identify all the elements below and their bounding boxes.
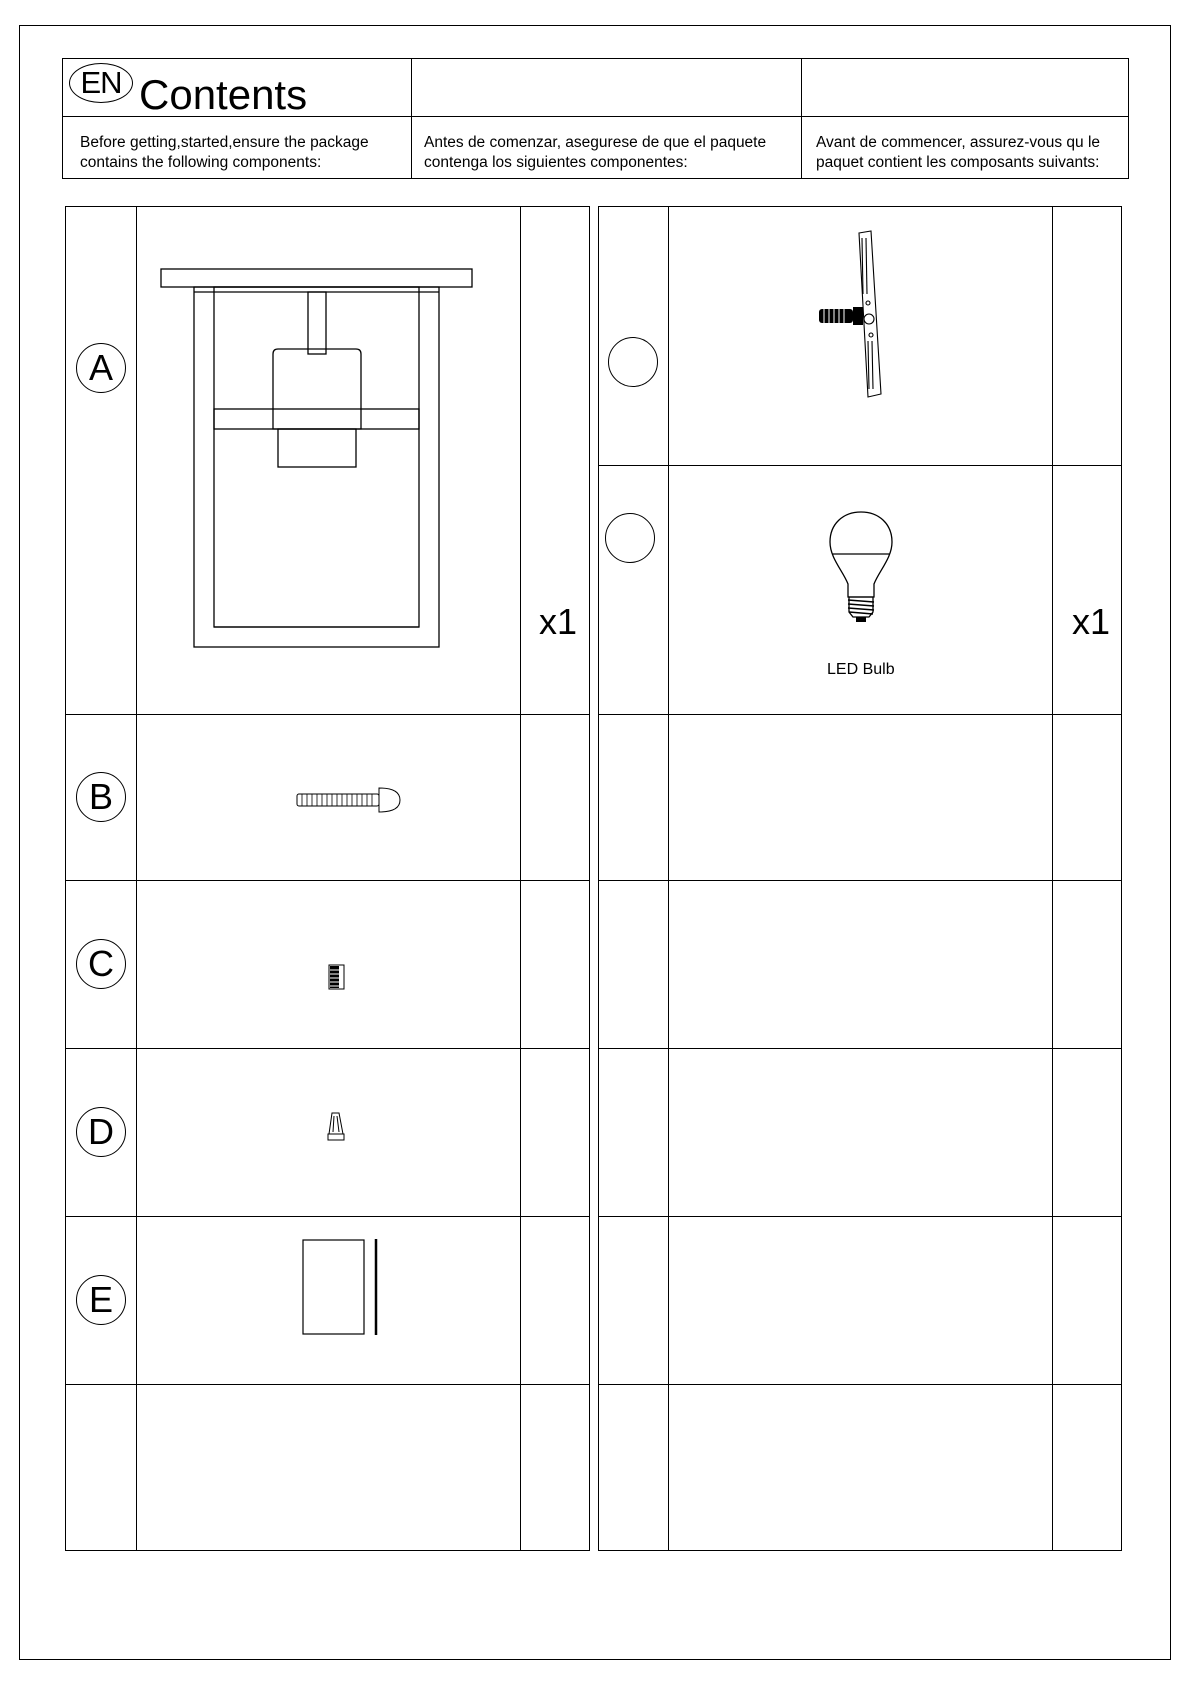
contents-header bbox=[62, 58, 1129, 179]
row-divider bbox=[599, 1048, 1121, 1049]
quantity-label: x1 bbox=[539, 601, 578, 642]
quantity-label: x1 bbox=[1072, 601, 1111, 642]
note-spanish: Antes de comenzar, asegurese de que el paquete contenga los siguientes componentes: bbox=[424, 134, 767, 171]
note-english: Before getting,started,ensure the package contains the following components: bbox=[80, 134, 369, 171]
page-title: Contents bbox=[139, 71, 308, 118]
row-divider bbox=[599, 714, 1121, 715]
column-divider bbox=[136, 207, 137, 1550]
header-divider bbox=[801, 59, 802, 178]
part-letter-a: A bbox=[76, 343, 126, 393]
part-letter-c: C bbox=[76, 939, 126, 989]
led-bulb-icon bbox=[828, 511, 894, 631]
part-caption: LED Bulb bbox=[827, 661, 895, 678]
part-letter-b: B bbox=[76, 772, 126, 822]
part-letter-circle bbox=[608, 337, 658, 387]
column-divider bbox=[1052, 207, 1053, 1550]
part-letter-circle bbox=[605, 513, 655, 563]
language-badge: EN bbox=[69, 63, 133, 103]
row-divider bbox=[599, 465, 1121, 466]
mounting-bracket-icon bbox=[811, 231, 891, 401]
row-divider bbox=[599, 880, 1121, 881]
lantern-fixture-icon bbox=[161, 269, 473, 659]
row-divider bbox=[66, 1048, 589, 1049]
column-divider bbox=[668, 207, 669, 1550]
row-divider bbox=[66, 1216, 589, 1217]
screw-icon bbox=[297, 785, 402, 815]
parts-table-left bbox=[65, 206, 590, 1551]
threaded-nut-icon bbox=[328, 964, 346, 990]
gasket-plate-icon bbox=[302, 1239, 380, 1337]
part-letter-e: E bbox=[76, 1275, 126, 1325]
part-letter-d: D bbox=[76, 1107, 126, 1157]
column-divider bbox=[520, 207, 521, 1550]
row-divider bbox=[66, 1384, 589, 1385]
header-divider bbox=[411, 59, 412, 178]
row-divider bbox=[66, 880, 589, 881]
row-divider bbox=[599, 1216, 1121, 1217]
parts-table-right bbox=[598, 206, 1122, 1551]
row-divider bbox=[66, 714, 589, 715]
note-french: Avant de commencer, assurez-vous qu le paquet contient les composants suivants: bbox=[816, 134, 1101, 171]
wire-connector-icon bbox=[326, 1112, 346, 1142]
row-divider bbox=[599, 1384, 1121, 1385]
